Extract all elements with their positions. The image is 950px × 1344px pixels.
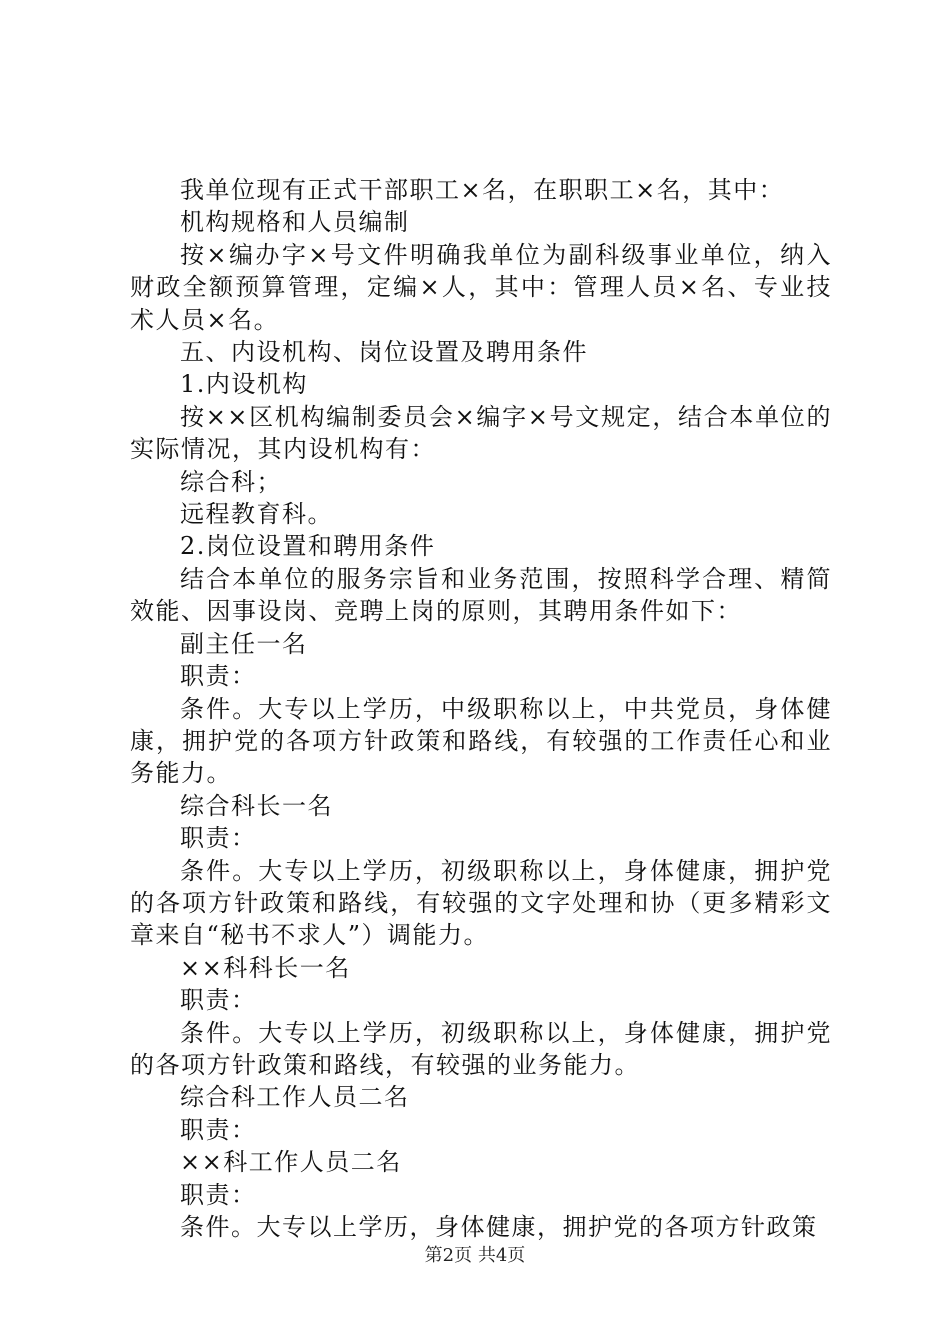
page-footer: 第2页 共4页 — [424, 1245, 526, 1266]
paragraph: 副主任一名 — [180, 629, 308, 658]
paragraph: 职责： — [180, 1115, 257, 1144]
paragraph: 条件。大专以上学历，初级职称以上，身体健康，拥护党的各项方针政策和路线，有较强的业务能力。 — [130, 1018, 832, 1079]
paragraph: 条件。大专以上学历，中级职称以上，中共党员，身体健康，拥护党的各项方针政策和路线，有较强的工作责任心和业务能力。 — [130, 694, 832, 788]
paragraph: 按×编办字×号文件明确我单位为副科级事业单位，纳入财政全额预算管理，定编×人，其中：管理人员×名、专业技术人员×名。 — [130, 240, 832, 334]
paragraph: 我单位现有正式干部职工×名，在职职工×名，其中： — [180, 176, 785, 204]
paragraph: 1.内设机构 — [180, 370, 308, 399]
document-body — [130, 174, 832, 1243]
paragraph: ××科工作人员二名 — [180, 1148, 402, 1177]
paragraph: 结合本单位的服务宗旨和业务范围，按照科学合理、精简效能、因事设岗、竞聘上岗的原则，其聘用条件如下： — [130, 564, 832, 626]
paragraph: 五、内设机构、岗位设置及聘用条件 — [180, 338, 588, 367]
paragraph: 综合科； — [180, 467, 282, 496]
paragraph: 按××区机构编制委员会×编字×号文规定，结合本单位的实际情况，其内设机构有： — [130, 402, 832, 464]
paragraph: 职责： — [180, 662, 257, 691]
paragraph: 综合科工作人员二名 — [180, 1083, 410, 1112]
paragraph: 职责： — [180, 986, 257, 1015]
paragraph: ××科科长一名 — [180, 953, 351, 982]
paragraph: 2.岗位设置和聘用条件 — [180, 532, 436, 561]
paragraph: 职责： — [180, 824, 257, 853]
paragraph: 职责： — [180, 1180, 257, 1209]
paragraph: 机构规格和人员编制 — [180, 208, 410, 237]
paragraph: 条件。大专以上学历，身体健康，拥护党的各项方针政策 — [180, 1213, 818, 1241]
paragraph: 远程教育科。 — [180, 500, 333, 529]
paragraph: 条件。大专以上学历，初级职称以上，身体健康，拥护党的各项方针政策和路线，有较强的文字处理和协（更多精彩文章来自“秘书不求人”）调能力。 — [130, 856, 832, 950]
paragraph: 综合科长一名 — [180, 791, 333, 820]
